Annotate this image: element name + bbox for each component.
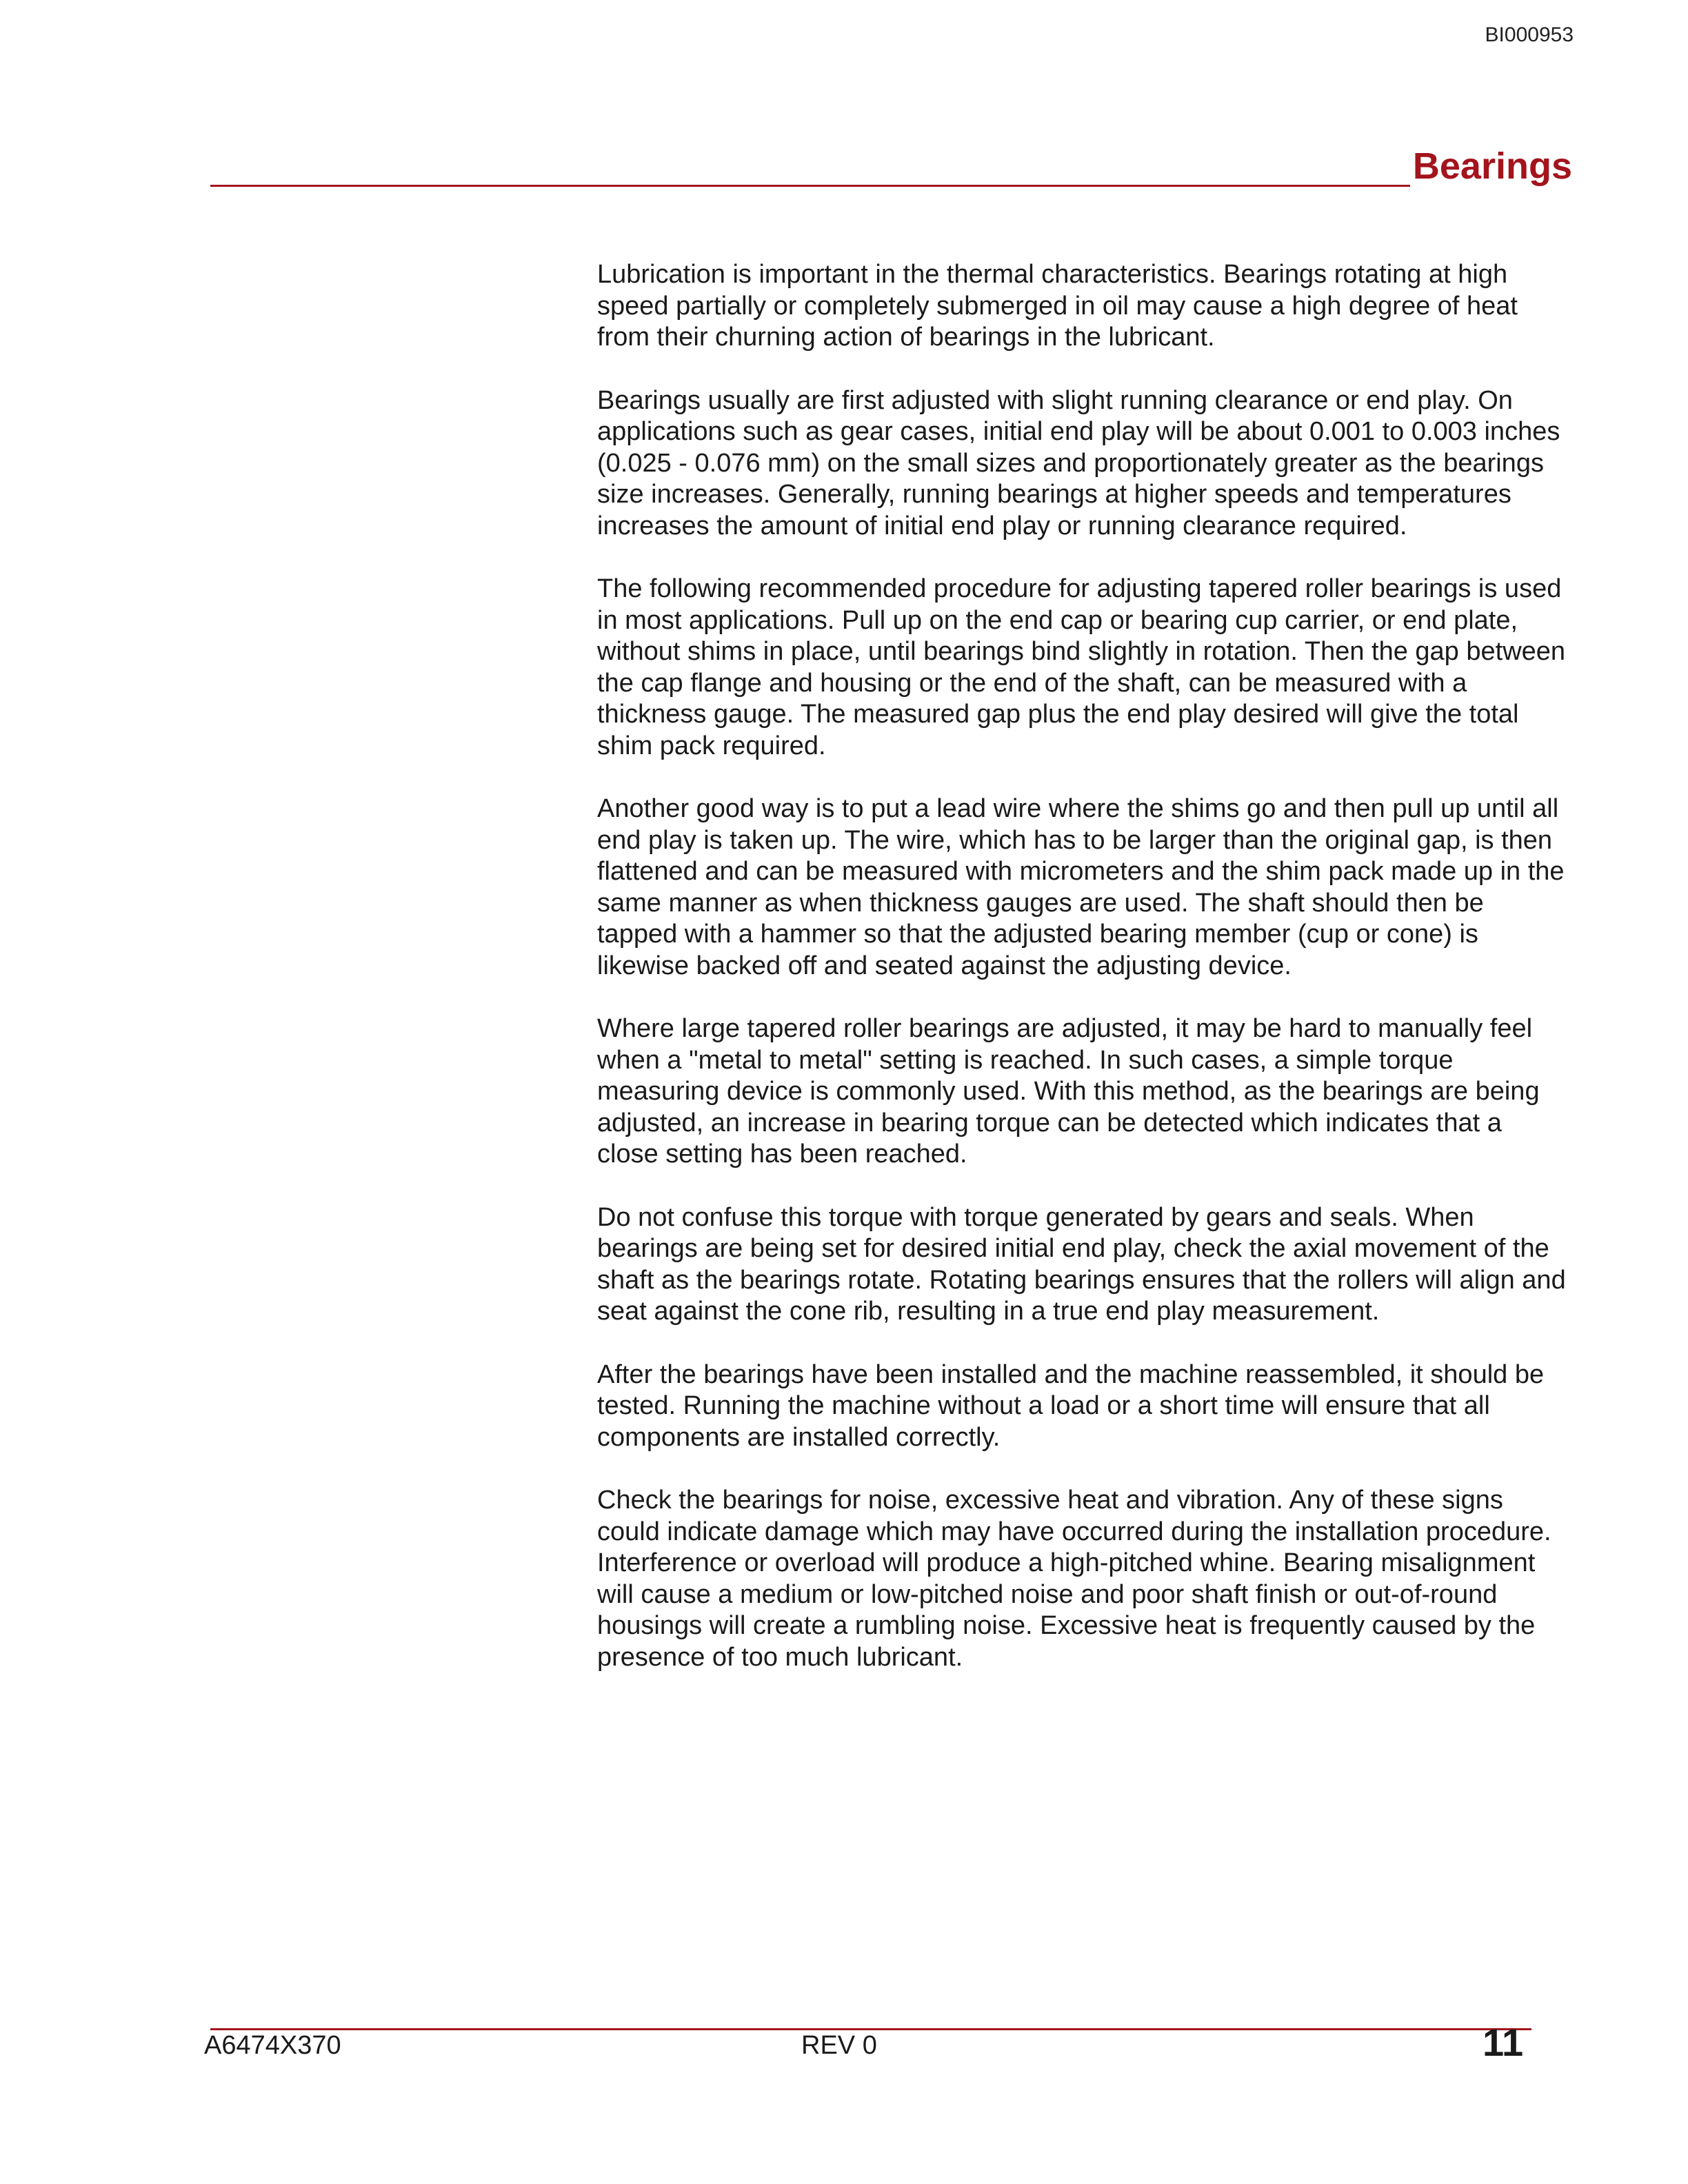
footer-divider — [210, 2028, 1531, 2030]
page-number: 11 — [1483, 2021, 1524, 2064]
paragraph-torque-confusion: Do not confuse this torque with torque generated by gears and seals. When bearings are being set for desired initial end play, check the axial movement of the shaft as the bearings rotate. Rotating bearings ensures that the rollers will align and seat against the cone rib, resulting in a true end play measurement. — [597, 1202, 1566, 1326]
document-id: BI000953 — [1485, 23, 1574, 46]
paragraph-adjust-procedure: The following recommended procedure for adjusting tapered roller bearings is used in most applications. Pull up on the end cap or bearing cup carrier, or end plate, without shims in place, until bearings bind slightly in rotation. Then the gap between the cap flange and housing or the end of the shaft, can be measured with a thickness gauge. The measured gap plus the end play desired will give the total shim pack required. — [597, 574, 1566, 760]
body-text — [597, 259, 1569, 1705]
paragraph-noise-check: Check the bearings for noise, excessive heat and vibration. Any of these signs could indicate damage which may have occurred during the installation procedure. Interference or overload will produce a high-pitched whine. Bearing misalignment will cause a medium or low-pitched noise and poor shaft finish or out-of-round housings will create a rumbling noise. Excessive heat is frequently caused by the presence of too much lubricant. — [597, 1486, 1551, 1672]
paragraph-torque-device: Where large tapered roller bearings are adjusted, it may be hard to manually feel when a "metal to metal" setting is reached. In such cases, a simple torque measuring device is commonly used. With this method, as the bearings are being adjusted, an increase in bearing torque can be detected which indicates that a close setting has been reached. — [597, 1014, 1540, 1169]
paragraph-testing: After the bearings have been installed and the machine reassembled, it should be tested. Running the machine without a load or a short time will ensure that all components are installed correctly. — [597, 1359, 1545, 1452]
header-divider — [210, 185, 1410, 187]
paragraph-lead-wire: Another good way is to put a lead wire where the shims go and then pull up until all end play is taken up. The wire, which has to be larger than the original gap, is then flattened and can be measured with micrometers and the shim pack made up in the same manner as when thickness gauges are used. The shaft should then be tapped with a hammer so that the adjusted bearing member (cup or cone) is likewise backed off and seated against the adjusting device. — [597, 794, 1565, 980]
paragraph-end-play: Bearings usually are first adjusted with slight running clearance or end play. On applications such as gear cases, initial end play will be about 0.001 to 0.003 inches (0.025 - 0.076 mm) on the small sizes and proportionately greater as the bearings size increases. Generally, running bearings at higher speeds and temperatures increases the amount of initial end play or running clearance required. — [597, 385, 1560, 540]
paragraph-lubrication: Lubrication is important in the thermal characteristics. Bearings rotating at high speed partially or completely submerged in oil may cause a high degree of heat from their churning action of bearings in the lubricant. — [597, 260, 1518, 352]
footer-part-number: A6474X370 — [204, 2031, 341, 2060]
section-title: Bearings — [1412, 145, 1572, 187]
footer-revision: REV 0 — [801, 2031, 877, 2060]
